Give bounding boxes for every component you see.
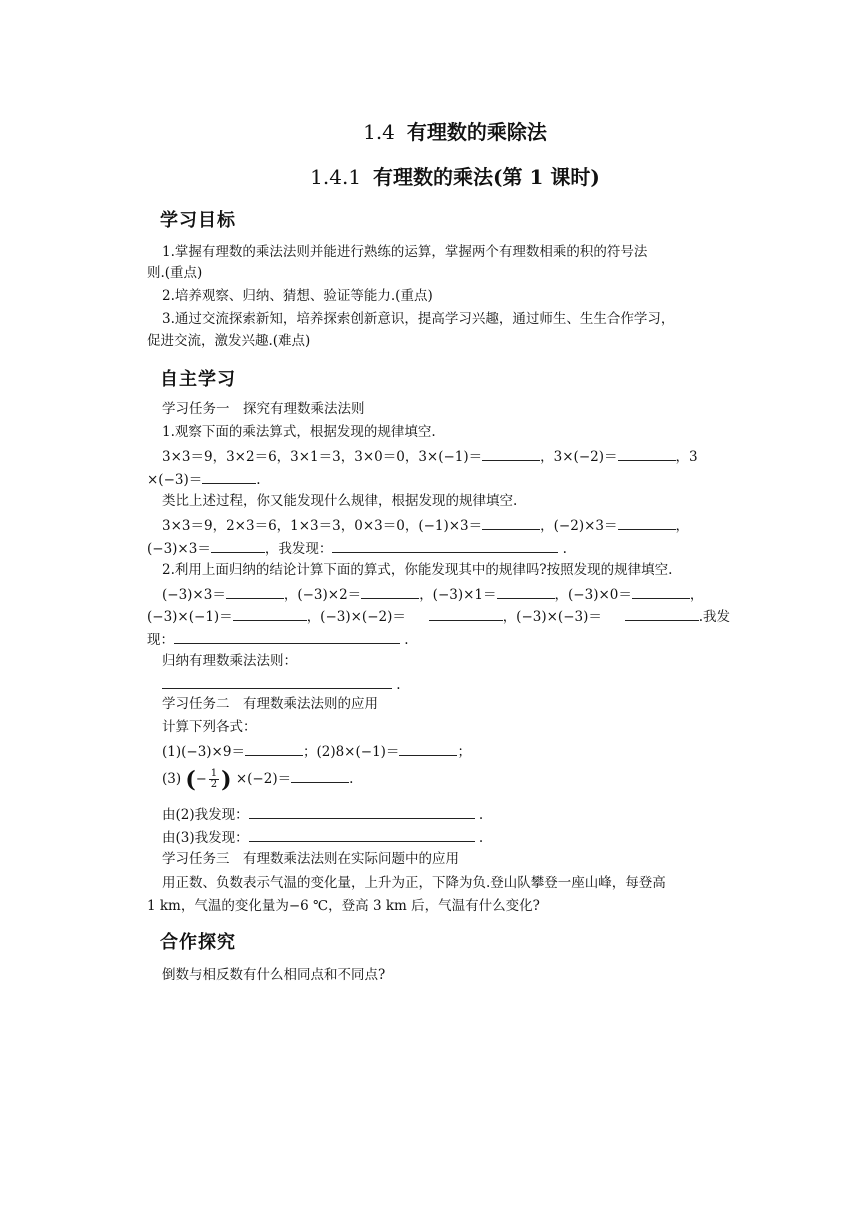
inquiry-question: 倒数与相反数有什么相同点和不同点? bbox=[162, 967, 386, 983]
text: . bbox=[256, 472, 261, 488]
text: . bbox=[562, 541, 567, 557]
question-1: 1.观察下面的乘法算式，根据发现的规律填空. bbox=[162, 424, 436, 440]
problem-line-2: 1 km，气温的变化量为−6 ℃，登高 3 km 后，气温有什么变化? bbox=[147, 898, 540, 914]
goal-3-line-2: 促进交流，激发兴趣.(难点) bbox=[147, 333, 311, 349]
answer-blank[interactable] bbox=[625, 606, 699, 621]
section-number: 1.4 bbox=[363, 120, 395, 144]
goal-1-line-2: 则.(重点) bbox=[147, 265, 203, 281]
answer-blank[interactable] bbox=[497, 584, 555, 599]
text: ×(−2)＝ bbox=[235, 771, 292, 787]
answer-blank[interactable] bbox=[249, 804, 475, 819]
subsection-number: 1.4.1 bbox=[310, 165, 362, 189]
text: . bbox=[478, 807, 484, 823]
fraction bbox=[209, 769, 219, 790]
answer-blank[interactable] bbox=[211, 538, 265, 553]
rule-prompt: 归纳有理数乘法法则： bbox=[162, 653, 297, 669]
text: 3×3＝9，3×2＝6，3×1＝3，3×0＝0，3×(−1)＝ bbox=[162, 449, 483, 465]
text: ，(−2)×3＝ bbox=[540, 518, 618, 534]
calc-line-3 bbox=[162, 765, 353, 794]
goal-1-line-1: 1.掌握有理数的乘法法则并能进行熟练的运算，掌握两个有理数相乘的积的符号法 bbox=[162, 244, 648, 260]
text: ； bbox=[457, 744, 471, 760]
text: ，(−3)×0＝ bbox=[554, 587, 632, 603]
answer-blank[interactable] bbox=[226, 584, 284, 599]
text: 现： bbox=[147, 632, 174, 648]
pattern-line-d bbox=[147, 538, 567, 558]
answer-blank[interactable] bbox=[174, 629, 400, 644]
text: ，(−3)×(−3)＝ bbox=[502, 609, 602, 625]
numerator: 1 bbox=[210, 768, 218, 779]
task-1-title: 学习任务一 探究有理数乘法法则 bbox=[162, 401, 365, 417]
text: 由(2)我发现： bbox=[162, 807, 249, 823]
text: ×(−3)＝ bbox=[147, 472, 203, 488]
text: ，3 bbox=[675, 449, 698, 465]
finding-2 bbox=[162, 804, 483, 824]
calc-prompt: 计算下列各式： bbox=[162, 719, 257, 735]
text: ，(−3)×1＝ bbox=[419, 587, 497, 603]
text: (−3)×3＝ bbox=[162, 587, 226, 603]
subsection-title-text: 有理数的乘法(第 1 课时) bbox=[373, 165, 600, 189]
text: (−3)×3＝ bbox=[147, 541, 211, 557]
answer-blank[interactable] bbox=[482, 446, 540, 461]
text: (−3)×(−1)＝ bbox=[147, 609, 233, 625]
task-2-title: 学习任务二 有理数乘法法则的应用 bbox=[162, 696, 378, 712]
text: ， bbox=[689, 587, 704, 603]
text: (1)(−3)×9＝ bbox=[162, 744, 245, 760]
question-2: 2.利用上面归纳的结论计算下面的算式，你能发现其中的规律吗?按照发现的规律填空. bbox=[162, 562, 673, 578]
paren-right: ) bbox=[221, 766, 232, 793]
text: 3×3＝9，2×3＝6，1×3＝3，0×3＝0，(−1)×3＝ bbox=[162, 518, 483, 534]
pattern-line-e bbox=[162, 584, 703, 604]
rule-answer-line bbox=[162, 674, 401, 694]
pattern-line-a bbox=[162, 446, 698, 466]
heading-cooperative-inquiry: 合作探究 bbox=[160, 932, 236, 953]
calc-line-1 bbox=[162, 741, 471, 761]
text: . bbox=[478, 830, 484, 846]
answer-blank[interactable] bbox=[361, 584, 419, 599]
goal-3-line-1: 3.通过交流探索新知，培养探索创新意识，提高学习兴趣，通过师生、生生合作学习， bbox=[162, 311, 675, 327]
text: ，(−3)×(−2)＝ bbox=[306, 609, 406, 625]
problem-line-1: 用正数、负数表示气温的变化量，上升为正，下降为负.登山队攀登一座山峰，每登高 bbox=[162, 875, 666, 891]
finding-3 bbox=[162, 827, 483, 847]
goal-2: 2.培养观察、归纳、猜想、验证等能力.(重点) bbox=[162, 288, 433, 304]
text: 由(3)我发现： bbox=[162, 830, 249, 846]
text: .我发 bbox=[698, 609, 730, 625]
answer-blank[interactable] bbox=[291, 768, 349, 783]
section-title-text: 有理数的乘除法 bbox=[406, 120, 547, 144]
answer-blank[interactable] bbox=[618, 515, 676, 530]
answer-blank[interactable] bbox=[429, 606, 503, 621]
minus-sign: − bbox=[195, 771, 207, 787]
analogy-prompt: 类比上述过程，你又能发现什么规律，根据发现的规律填空. bbox=[162, 493, 518, 509]
task-3-title: 学习任务三 有理数乘法法则在实际问题中的应用 bbox=[162, 851, 459, 867]
text: ，我发现： bbox=[264, 541, 333, 557]
answer-blank[interactable] bbox=[233, 606, 307, 621]
answer-blank[interactable] bbox=[202, 469, 256, 484]
pattern-line-c bbox=[162, 515, 689, 535]
heading-self-study: 自主学习 bbox=[160, 369, 236, 390]
lesson-subtitle bbox=[0, 161, 860, 190]
fraction-expression bbox=[185, 766, 231, 794]
text: ， bbox=[675, 518, 689, 534]
pattern-line-b bbox=[147, 469, 261, 489]
answer-blank[interactable] bbox=[482, 515, 540, 530]
denominator: 2 bbox=[210, 779, 218, 790]
answer-blank[interactable] bbox=[249, 827, 475, 842]
pattern-line-f bbox=[147, 606, 730, 626]
text: (3) bbox=[162, 771, 182, 787]
pattern-line-g bbox=[147, 629, 409, 649]
answer-blank[interactable] bbox=[632, 584, 690, 599]
text: ，(−3)×2＝ bbox=[283, 587, 362, 603]
text: ； bbox=[302, 744, 317, 760]
heading-learning-goals: 学习目标 bbox=[160, 210, 236, 231]
paren-left: ( bbox=[185, 766, 196, 793]
text: ，3×(−2)＝ bbox=[540, 449, 618, 465]
lesson-title bbox=[0, 116, 860, 145]
text: . bbox=[404, 632, 409, 648]
answer-blank[interactable] bbox=[245, 741, 303, 756]
answer-blank[interactable] bbox=[618, 446, 676, 461]
answer-blank[interactable] bbox=[399, 741, 457, 756]
text: . bbox=[396, 677, 401, 693]
answer-blank[interactable] bbox=[162, 674, 392, 689]
answer-blank[interactable] bbox=[332, 538, 558, 553]
text: . bbox=[349, 771, 354, 787]
text: (2)8×(−1)＝ bbox=[316, 744, 400, 760]
